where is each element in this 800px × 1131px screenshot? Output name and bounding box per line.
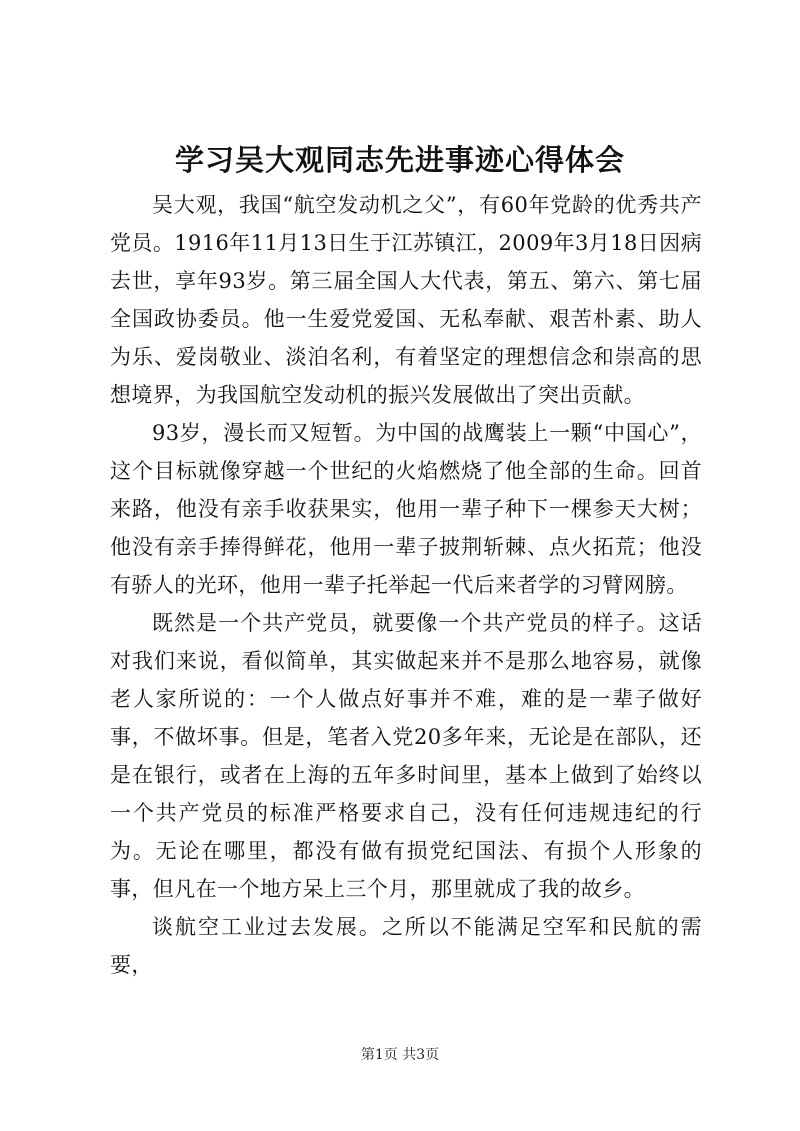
paragraph-3: 既然是一个共产党员，就要像一个共产党员的样子。这话对我们来说，看似简单，其实做起来并不是那么地容易，就像老人家所说的：一个人做点好事并不难，难的是一辈子做好事，不做坏事。但是，笔者入党20多年来，无论是在部队，还是在银行，或者在上海的五年多时间里，基本上做到了始终以一个共产党员的标准严格要求自己，没有任何违规违纪的行为。无论在哪里，都没有做有损党纪国法、有损个人形象的事，但凡在一个地方呆上三个月，那里就成了我的故乡。 — [110, 611, 702, 901]
paragraph-1: 吴大观，我国“航空发动机之父”，有60年党龄的优秀共产党员。1916年11月13日生于江苏镇江，2009年3月18日因病去世，享年93岁。第三届全国人大代表，第五、第六、第七届全国政协委员。他一生爱党爱国、无私奉献、艰苦朴素、助人为乐、爱岗敬业、淡泊名利，有着坚定的理想信念和崇高的思想境界，为我国航空发动机的振兴发展做出了突出贡献。 — [110, 193, 702, 407]
document-body — [110, 186, 702, 984]
paragraph-4: 谈航空工业过去发展。之所以不能满足空军和民航的需要， — [110, 915, 702, 977]
page-number-footer: 第1页 共3页 — [360, 1047, 440, 1063]
paragraph-2: 93岁，漫长而又短暂。为中国的战鹰装上一颗“中国心”，这个目标就像穿越一个世纪的火焰燃烧了他全部的生命。回首来路，他没有亲手收获果实，他用一辈子种下一棵参天大树；他没有亲手捧得鲜花，他用一辈子披荆斩棘、点火拓荒；他没有骄人的光环，他用一辈子托举起一代后来者学的习臂网膀。 — [110, 421, 702, 597]
document-title: 学习吴大观同志先进事迹心得体会 — [174, 143, 625, 177]
